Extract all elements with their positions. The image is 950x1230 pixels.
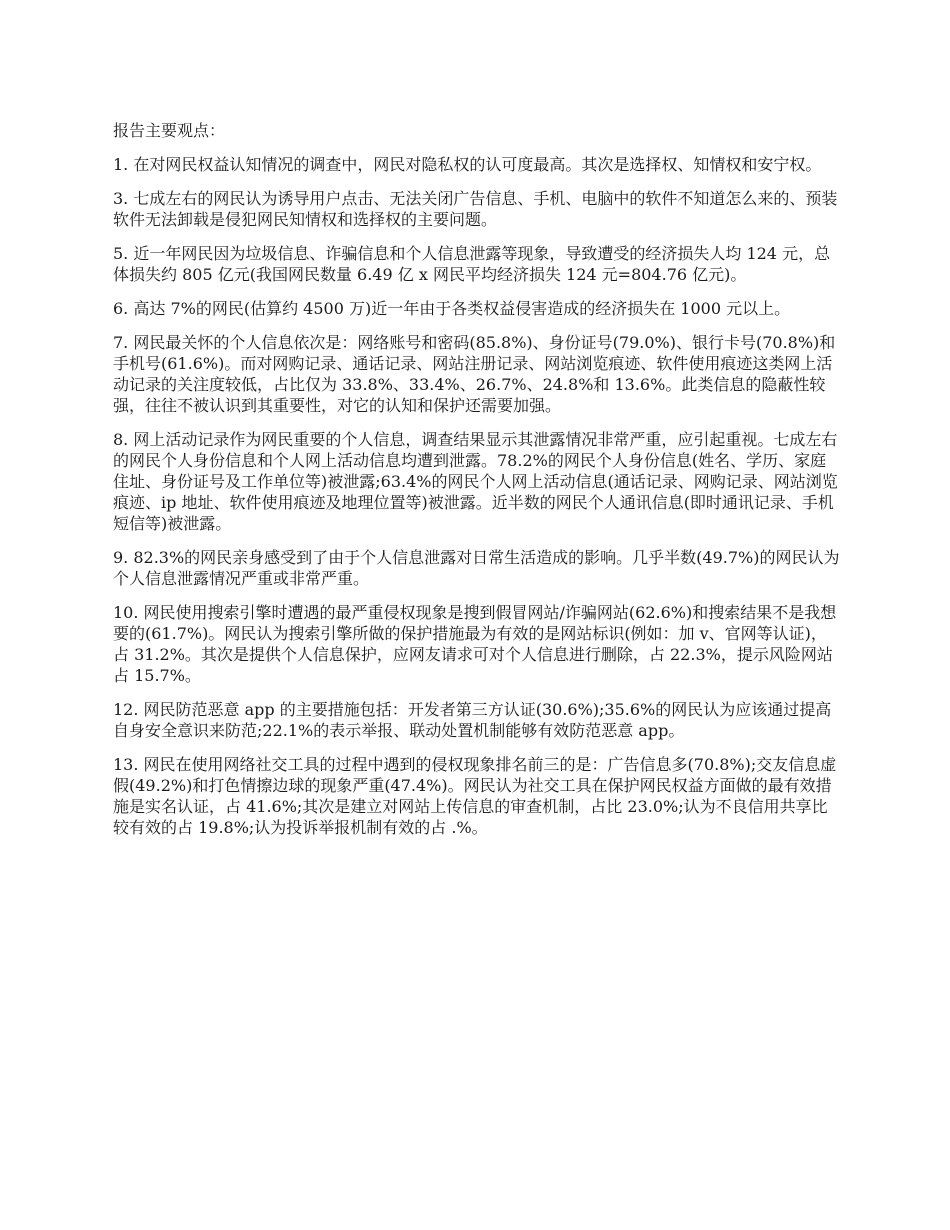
paragraph-7: 7. 网民最关怀的个人信息依次是：网络账号和密码(85.8%)、身份证号(79.0%)、银行卡号(70.8%)和手机号(61.6%)。而对网购记录、通话记录、网站注册记录、网站浏览痕迹、软件使用痕迹这类网上活动记录的关注度较低，占比仅为 33.8%、33.4%、26.7%、24.8%和 13.6%。此类信息的隐蔽性较强，往往不被认识到其重要性，对它的认知和保护还需要加强。 (113, 333, 836, 415)
paragraph-10: 10. 网民使用搜索引擎时遭遇的最严重侵权现象是搜到假冒网站/诈骗网站(62.6%)和搜索结果不是我想要的(61.7%)。网民认为搜索引擎所做的保护措施最为有效的是网站标识(例如：加 v、官网等认证)，占 31.2%。其次是提供个人信息保护，应网友请求可对个人信息进行删除，占 22.3%，提示风险网站占 15.7%。 (113, 603, 837, 685)
paragraph-6: 6. 高达 7%的网民(估算约 4500 万)近一年由于各类权益侵害造成的经济损失在 1000 元以上。 (113, 299, 791, 318)
paragraph-8: 8. 网上活动记录作为网民重要的个人信息，调查结果显示其泄露情况非常严重，应引起重视。七成左右的网民个人身份信息和个人网上活动信息均遭到泄露。78.2%的网民个人身份信息(姓名、学历、家庭住址、身份证号及工作单位等)被泄露;63.4%的网民个人网上活动信息(通话记录、网购记录、网站浏览痕迹、ip 地址、软件使用痕迹及地理位置等)被泄露。近半数的网民个人通讯信息(即时通讯记录、手机短信等)被泄露。 (113, 430, 838, 533)
paragraph-5: 5. 近一年网民因为垃圾信息、诈骗信息和个人信息泄露等现象，导致遭受的经济损失人均 124 元，总体损失约 805 亿元(我国网民数量 6.49 亿 x 网民平均经济损失 124 元=804.76 亿元)。 (113, 244, 831, 284)
document-body (113, 120, 840, 851)
paragraph-3: 3. 七成左右的网民认为诱导用户点击、无法关闭广告信息、手机、电脑中的软件不知道怎么来的、预装软件无法卸载是侵犯网民知情权和选择权的主要问题。 (113, 189, 838, 229)
report-heading: 报告主要观点： (113, 121, 226, 140)
paragraph-13: 13. 网民在使用网络社交工具的过程中遇到的侵权现象排名前三的是：广告信息多(70.8%);交友信息虚假(49.2%)和打色情擦边球的现象严重(47.4%)。网民认为社交工具在保护网民权益方面做的最有效措施是实名认证，占 41.6%;其次是建立对网站上传信息的审查机制，占比 23.0%;认为不良信用共享比较有效的占 19.8%;认为投诉举报机制有效的占 .%。 (113, 755, 837, 837)
paragraph-9: 9. 82.3%的网民亲身感受到了由于个人信息泄露对日常生活造成的影响。几乎半数(49.7%)的网民认为个人信息泄露情况严重或非常严重。 (113, 548, 840, 588)
paragraph-12: 12. 网民防范恶意 app 的主要措施包括：开发者第三方认证(30.6%);35.6%的网民认为应该通过提高自身安全意识来防范;22.1%的表示举报、联动处置机制能够有效防范恶意 app。 (113, 700, 832, 740)
paragraph-1: 1. 在对网民权益认知情况的调查中，网民对隐私权的认可度最高。其次是选择权、知情权和安宁权。 (113, 155, 822, 174)
